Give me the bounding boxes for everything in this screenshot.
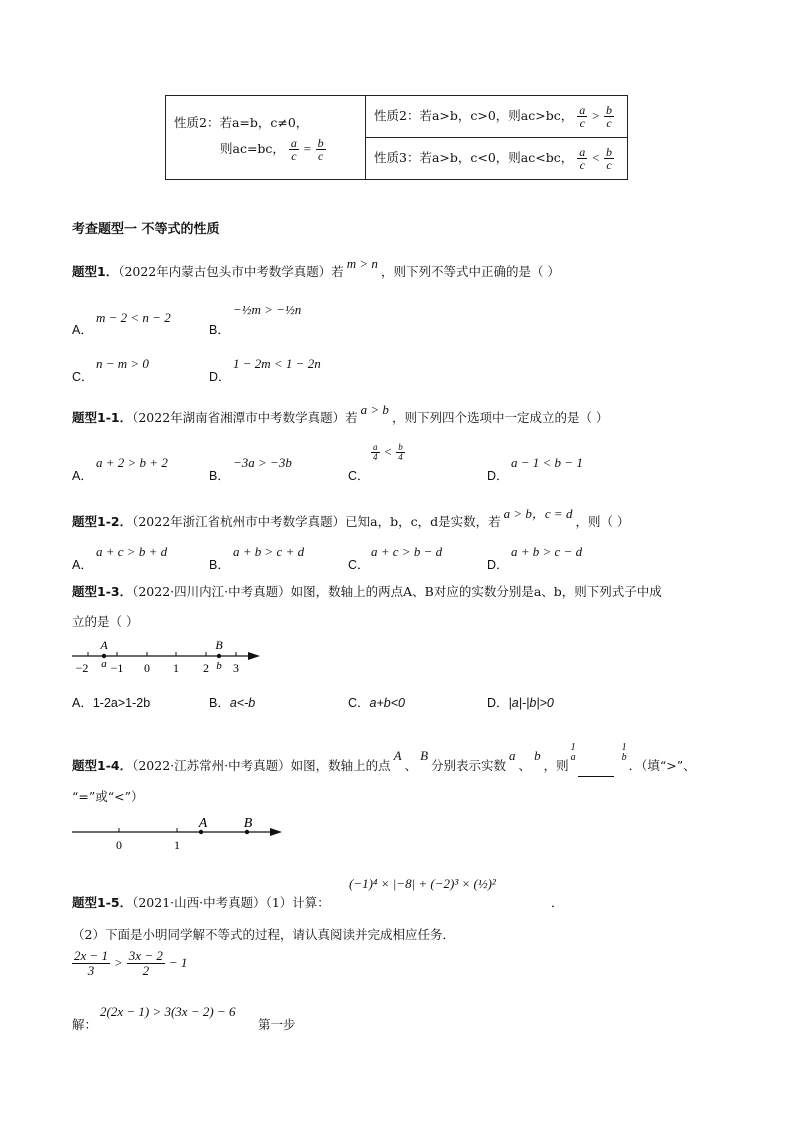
point-a-label: A [198,816,208,831]
q1-option-c[interactable]: C． [72,370,94,384]
axis-arrow-icon [270,828,282,836]
q15-inequality: $\frac{2x - 1}{3}$ > $\frac{3x - 2}{2}$ − 1 [74,948,188,978]
answer-blank[interactable] [578,764,614,777]
tick-label: 0 [116,838,122,852]
point-b-value: b [216,660,222,672]
q13-option-b[interactable]: B．a<-b [209,696,256,710]
q11-option-b[interactable]: B． [209,469,230,483]
q1-option-a[interactable]: A． [72,323,93,337]
number-line-1-4 [68,812,288,852]
point-b-marker [217,654,221,658]
q11-option-a[interactable]: A． [72,469,93,483]
q15-expression: (−1)⁴ × |−8| + (−2)³ × (½)² [349,876,496,891]
question-1-4: 题型1-4．（2022·江苏常州·中考真题）如图，数轴上的点A、B分别表示实数a、b，则 1 a 1 b ．（填“>”、 [72,756,696,777]
q1-option-b[interactable]: B． [209,323,230,337]
section-title: 考查题型一 不等式的性质 [72,222,220,237]
q11-option-c[interactable]: C． [348,469,370,483]
q11-option-b-expr: −3a > −3b [233,455,292,470]
q11-option-a-expr: a + 2 > b + 2 [96,455,168,470]
equals-sign: = [302,141,312,156]
tick-label: −2 [75,661,89,675]
q13-option-a[interactable]: A．1-2a>1-2b [72,696,151,710]
question-1: 题型1．（2022年内蒙古包头市中考数学真题）若m > n，则下列不等式中正确的是（ ） [72,256,560,279]
q12-option-b-expr: a + b > c + d [233,544,305,559]
tick-label: 0 [144,661,150,675]
point-a-label: A [100,638,108,652]
q15-period: ． [551,895,564,910]
question-1-3: 题型1-3．（2022·四川内江·中考真题）如图，数轴上的两点A、B对应的实数分别是a、b，则下列式子中成 [72,584,662,599]
point-b-label: B [243,816,253,831]
q1-option-d-expr: 1 − 2m < 1 − 2n [233,356,321,371]
q12-option-c-expr: a + c > b − d [371,544,443,559]
question-1-2: 题型1-2．（2022年浙江省杭州市中考数学真题）已知a，b，c，d是实数，若a > b，c = d，则（ ） [72,506,630,529]
q15-solution-prefix: 解： [72,1017,98,1032]
q12-option-d[interactable]: D． [487,558,509,572]
fraction-a-over-c: $\frac{a}{c}$ [290,136,297,163]
question-1-5: 题型1-5．（2021·山西·中考真题）（1）计算： [72,895,330,910]
q15-part2: （2）下面是小明同学解不等式的过程，请认真阅读并完成相应任务． [72,927,455,942]
q13-option-d[interactable]: D．|a|-|b|>0 [487,696,554,710]
q12-option-a[interactable]: A． [72,558,93,572]
number-line-1-3 [68,636,268,676]
q1-option-a-expr: m − 2 < n − 2 [96,310,171,325]
question-1-1: 题型1-1．（2022年湖南省湘潭市中考数学真题）若a > b，则下列四个选项中一定成立的是（ ） [72,402,609,425]
q1-option-c-expr: n − m > 0 [96,356,149,371]
q15-solution-step: 第一步 [258,1017,296,1032]
table-cell-left [166,96,366,180]
question-1-4-line2: “=”或“<”） [72,789,144,804]
q1-option-d[interactable]: D． [209,370,231,384]
fraction-1-over-b: 1 b [621,741,627,763]
q11-option-d[interactable]: D． [487,469,509,483]
right-bottom-text: 性质3：若a>b，c<0，则ac<bc， [374,150,574,165]
tick-label: 1 [174,838,180,852]
q11-option-c-expr: $\frac{a}{4}$ < $\frac{b}{4}$ [373,442,403,462]
q13-option-c[interactable]: C．a+b<0 [348,696,405,710]
fraction-1-over-a: 1 a [570,741,576,763]
axis-arrow-icon [248,652,260,660]
table-cell-right-bottom: 性质3：若a>b，c<0，则ac<bc， $\frac{a}{c}$ < $\frac{b}{c}$ [366,138,628,180]
fraction-b-over-c: $\frac{b}{c}$ [317,136,324,163]
properties-table [165,95,628,180]
point-a-value: a [101,658,107,670]
q12-option-a-expr: a + c > b + d [96,544,168,559]
q15-solution-expr: 2(2x − 1) > 3(3x − 2) − 6 [100,1004,236,1019]
tick-label: 3 [233,661,239,675]
point-b-label: B [215,638,223,652]
table-cell-right-top: 性质2：若a>b，c>0，则ac>bc， $\frac{a}{c}$ > $\frac{b}{c}$ [366,96,628,138]
question-1-3-line2: 立的是（ ） [72,614,139,629]
tick-label: −1 [110,661,124,675]
q12-option-c[interactable]: C． [348,558,370,572]
left-line1: 性质2：若a=b，c≠0， [174,115,309,130]
q1-option-b-expr: −½m > −½n [233,302,302,317]
q11-option-d-expr: a − 1 < b − 1 [511,455,583,470]
tick-label: 1 [173,661,179,675]
q12-option-d-expr: a + b > c − d [511,544,583,559]
left-line2-prefix: 则ac=bc， [220,141,285,156]
right-top-text: 性质2：若a>b，c>0，则ac>bc， [374,108,574,123]
tick-label: 2 [203,661,209,675]
q12-option-b[interactable]: B． [209,558,230,572]
